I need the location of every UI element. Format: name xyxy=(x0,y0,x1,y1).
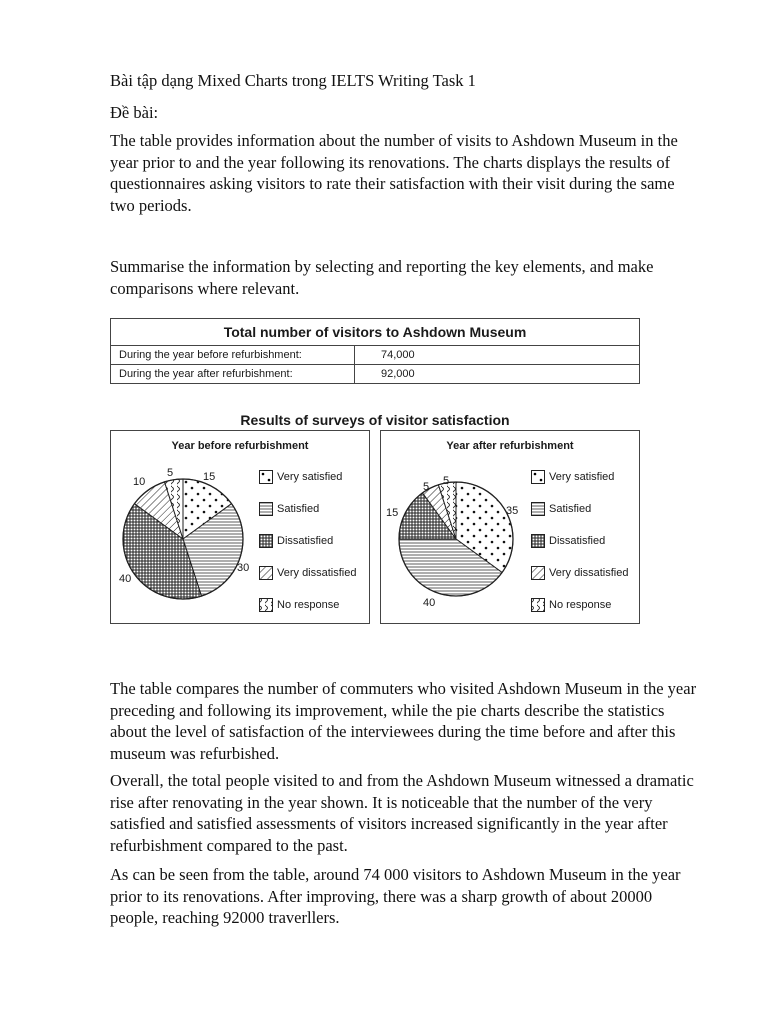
visitors-table xyxy=(110,318,640,384)
satisfied-swatch-icon xyxy=(259,502,273,516)
legend-item-very-dissatisfied: Very dissatisfied xyxy=(531,565,628,581)
slice-label: 30 xyxy=(237,562,250,574)
legend-item-satisfied: Satisfied xyxy=(259,501,319,517)
table-row xyxy=(111,365,640,384)
pie-panel-before xyxy=(110,430,370,624)
pie-chart-before xyxy=(111,431,261,623)
slice-label: 40 xyxy=(119,573,132,585)
no-response-swatch-icon xyxy=(531,598,545,612)
legend-item-dissatisfied: Dissatisfied xyxy=(259,533,333,549)
slice-label: 15 xyxy=(203,471,216,483)
table-cell-label: During the year before refurbishment: xyxy=(111,346,355,365)
very-satisfied-swatch-icon xyxy=(531,470,545,484)
panel-title: Year after refurbishment xyxy=(446,440,574,452)
legend-item-very-satisfied: Very satisfied xyxy=(259,469,342,485)
very-satisfied-swatch-icon xyxy=(259,470,273,484)
slice-label: 40 xyxy=(423,597,436,609)
answer-paragraph-3: As can be seen from the table, around 74 000 visitors to Ashdown Museum in the year prior to its renovations. After improving, there was a sharp growth of about 20000 people, reaching 92000 traverllers. xyxy=(110,865,681,927)
legend-item-no-response: No response xyxy=(531,597,611,613)
legend-item-very-dissatisfied: Very dissatisfied xyxy=(259,565,356,581)
legend-item-no-response: No response xyxy=(259,597,339,613)
answer-paragraph-1: The table compares the number of commuters who visited Ashdown Museum in the year preceding and following its improvement, while the pie charts describe the statistics about the level of satisfaction of the interviewees during the time before and after this museum was refurbished. xyxy=(110,679,697,763)
table-title: Total number of visitors to Ashdown Museum xyxy=(111,319,640,346)
prompt-text: The table provides information about the number of visits to Ashdown Museum in the year prior to and the year following its renovations. The charts displays the results of questionnaires asking visitors to rate their satisfaction with their visit during the same two periods. xyxy=(110,131,678,215)
legend-item-very-satisfied: Very satisfied xyxy=(531,469,614,485)
legend-item-satisfied: Satisfied xyxy=(531,501,591,517)
table-cell-label: During the year after refurbishment: xyxy=(111,365,355,384)
very-dissatisfied-swatch-icon xyxy=(259,566,273,580)
pie-chart-after xyxy=(381,431,531,623)
no-response-swatch-icon xyxy=(259,598,273,612)
dissatisfied-swatch-icon xyxy=(531,534,545,548)
slice-label: 5 xyxy=(167,467,174,479)
panel-title: Year before refurbishment xyxy=(171,440,309,452)
table-row xyxy=(111,346,640,365)
document-title: Bài tập dạng Mixed Charts trong IELTS Writing Task 1 xyxy=(110,71,476,90)
dissatisfied-swatch-icon xyxy=(259,534,273,548)
table-cell-value: 92,000 xyxy=(355,365,640,384)
pie-panel-after xyxy=(380,430,640,624)
satisfied-swatch-icon xyxy=(531,502,545,516)
slice-label: 35 xyxy=(506,505,519,517)
slice-label: 5 xyxy=(423,481,430,493)
answer-paragraph-2: Overall, the total people visited to and from the Ashdown Museum witnessed a dramatic rise after renovating in the year shown. It is noticeable that the number of the very satisfied and satisfied assessments of visitors increased significantly in the year after refurbishment compared to the past. xyxy=(110,771,694,855)
legend-item-dissatisfied: Dissatisfied xyxy=(531,533,605,549)
charts-title: Results of surveys of visitor satisfaction xyxy=(240,412,510,428)
very-dissatisfied-swatch-icon xyxy=(531,566,545,580)
instruction-text: Summarise the information by selecting and reporting the key elements, and make comparisons where relevant. xyxy=(110,257,654,298)
prompt-label: Đề bài: xyxy=(110,103,159,122)
slice-label: 10 xyxy=(133,476,146,488)
slice-label: 5 xyxy=(443,475,450,487)
table-cell-value: 74,000 xyxy=(355,346,640,365)
slice-label: 15 xyxy=(386,507,399,519)
